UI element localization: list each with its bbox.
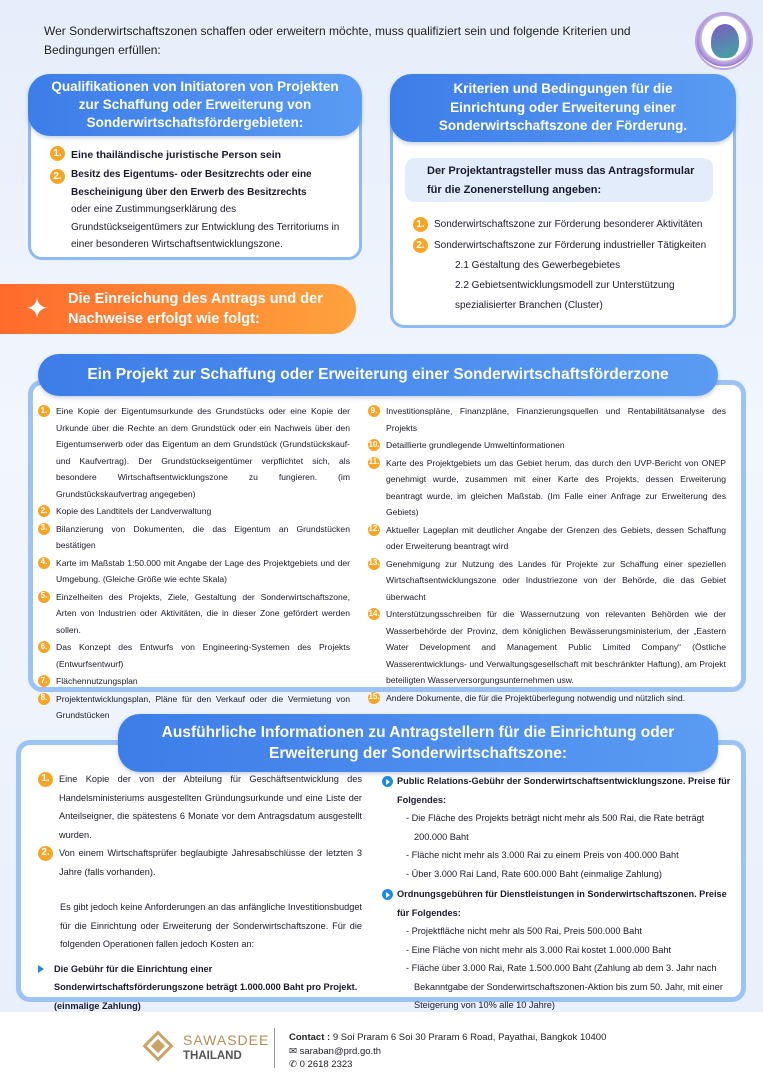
number-badge: 9. bbox=[368, 405, 380, 417]
contact-email: ✉ saraban@prd.go.th bbox=[289, 1046, 382, 1057]
prd-logo bbox=[695, 12, 753, 70]
qual-item-1: 1. Eine thailändische juristische Person sein bbox=[50, 146, 350, 165]
service-fee-title: Ordnungsgebühren für Dienstleistungen in Sonderwirtschaftszonen. Preise für Folgendes: bbox=[382, 885, 732, 922]
details-note: Es gibt jedoch keine Anforderungen an das anfängliche Investitionsbudget für die Einrichtung oder Erweiterung der Sonderwirtschaftszone. Für die folgenden Operationen fallen jedoch Kosten an: bbox=[60, 902, 362, 949]
details-item-1: 1. Eine Kopie der von der Abteilung für Geschäftsentwicklung des Handelsministeriums ausgestellten Gründungsurkunde und eine Liste der Anteilseigner, die spätestens 6 Monate vor dem Antragsdatum ausgestellt wurden. bbox=[38, 770, 362, 844]
details-fee: Die Gebühr für die Einrichtung einer Sonderwirtschaftsförderungszone beträgt 1.000.000 Baht pro Projekt. (einmalige Zahlung) bbox=[38, 960, 362, 1016]
play-circle-icon bbox=[382, 776, 393, 787]
project-item: 2. Kopie des Landtitels der Landverwaltung bbox=[38, 503, 350, 520]
arrow-icon bbox=[38, 965, 44, 973]
number-badge: 1. bbox=[38, 772, 53, 787]
project-item: 7. Flächennutzungsplan bbox=[38, 673, 350, 690]
qualifications-title: Qualifikationen von Initiatoren von Projekten zur Schaffung oder Erweiterung von Sonderwirtschaftsfördergebieten: bbox=[28, 74, 362, 136]
number-badge: 8. bbox=[38, 693, 50, 705]
number-badge: 11. bbox=[368, 457, 380, 469]
sawasdee-logo-icon bbox=[140, 1028, 176, 1064]
project-item: 10. Detaillierte grundlegende Umweltinformationen bbox=[368, 439, 565, 450]
details-left bbox=[38, 770, 362, 1015]
play-circle-icon bbox=[382, 889, 393, 900]
qualifications-list bbox=[50, 146, 350, 254]
number-badge: 14. bbox=[368, 608, 380, 620]
number-badge: 1. bbox=[50, 146, 65, 161]
project-list-right bbox=[368, 403, 726, 707]
criteria-subtitle: Der Projektantragsteller muss das Antragsformular für die Zonenerstellung angeben: bbox=[405, 158, 713, 202]
brand-name-2: THAILAND bbox=[183, 1050, 242, 1062]
project-item: 9. Investitionspläne, Finanzpläne, Finanzierungsquellen und Rentabilitätsanalyse des Projekts bbox=[368, 403, 726, 436]
fee-item: - Über 3.000 Rai Land, Rate 600.000 Baht (einmalige Zahlung) bbox=[406, 868, 662, 879]
number-badge: 7. bbox=[38, 675, 50, 687]
criteria-item-2: 2. Sonderwirtschaftszone zur Förderung industrieller Tätigkeiten bbox=[413, 236, 723, 256]
criteria-item-1: 1. Sonderwirtschaftszone zur Förderung besonderer Aktivitäten bbox=[413, 215, 723, 235]
criteria-sub-1: 2.1 Gestaltung des Gewerbegebietes bbox=[455, 260, 621, 271]
number-badge: 3. bbox=[38, 523, 50, 535]
contact-phone: ✆ 0 2618 2323 bbox=[289, 1059, 353, 1070]
number-badge: 2. bbox=[38, 505, 50, 517]
project-item: 3. Bilanzierung von Dokumenten, die das Eigentum an Grundstücken bestätigen bbox=[38, 521, 350, 554]
fee-item: - Die Fläche des Projekts beträgt nicht mehr als 500 Rai, die Rate beträgt 200.000 Baht bbox=[406, 813, 705, 842]
number-badge: 12. bbox=[368, 524, 380, 536]
pr-fee-list bbox=[382, 809, 732, 883]
project-item: 1. Eine Kopie der Eigentumsurkunde des Grundstücks oder eine Kopie der Urkunde über die Rechte an dem Grundstück oder ein Nachweis über den Eigentumserwerb oder das Eigentum an dem Grundstück (Grundstückskauf- und Kaufvertrag). Der Grundstückseigentümer verpflichtet sich, als besondere Wirtschaftsentwicklungszone zu fungieren. (im Grundstückskaufvertrag angegeben) bbox=[38, 403, 350, 502]
number-badge: 2. bbox=[413, 238, 428, 253]
project-item: 14. Unterstützungsschreiben für die Wassernutzung von relevanten Behörden wie der Wasserbehörde der Provinz, dem königlichen Bewässerungsministerium, der „Eastern Water Development and Management Public Limited Company“ (Östliche Wasserentwicklungs- und Verwaltungsgesellschaft mit beschränkter Haftung), am Projekt beteiligten Wasserversorgungsunternehmen usw. bbox=[368, 608, 726, 685]
details-title: Ausführliche Informationen zu Antragstellern für die Einrichtung oder Erweiterung der Sonderwirtschaftszone: bbox=[118, 714, 718, 772]
fee-item: - Projektfläche nicht mehr als 500 Rai, Preis 500.000 Baht bbox=[406, 926, 642, 936]
project-list-left bbox=[38, 403, 350, 725]
fee-item: - Eine Fläche von nicht mehr als 3.000 Rai kostet 1.000.000 Baht bbox=[406, 944, 672, 955]
number-badge: 2. bbox=[50, 169, 65, 184]
footer-divider bbox=[274, 1028, 275, 1068]
project-item: 8. Projektentwicklungsplan, Pläne für den Verkauf oder die Vermietung von Grundstücken bbox=[38, 691, 350, 724]
number-badge: 10. bbox=[368, 439, 380, 451]
fee-item: - Fläche über 3.000 Rai, Rate 1.500.000 Baht (Zahlung ab dem 3. Jahr nach Bekanntgabe der Sonderwirtschaftszonen-Aktion bis zum 50. Jahr, mit einer Steigerung von 10% alle 10 Jahre) bbox=[406, 963, 723, 1010]
fee-item: - Fläche nicht mehr als 3.000 Rai zu einem Preis von 400.000 Baht bbox=[406, 850, 679, 860]
project-item: 6. Das Konzept des Entwurfs von Engineering-Systemen des Projekts (Entwurfsentwurf) bbox=[38, 639, 350, 672]
project-item: 13. Genehmigung zur Nutzung des Landes für Projekte zur Schaffung einer speziellen Wirtschaftsentwicklungszone oder Industriezone von der Behörde, die das Gebiet überwacht bbox=[368, 558, 726, 602]
sparkle-icon: ✦ bbox=[25, 293, 49, 324]
contact-address: Contact : 9 Soi Praram 6 Soi 30 Praram 6 Road, Payathai, Bangkok 10400 bbox=[289, 1032, 607, 1043]
criteria-sub-2: 2.2 Gebietsentwicklungsmodell zur Unterstützung spezialisierter Branchen (Cluster) bbox=[455, 280, 675, 311]
project-item: 11. Karte des Projektgebiets um das Gebiet herum, das durch den UVP-Bericht von ONEP genehmigt wurde, zusammen mit einer Karte des Projekts, dessen Erweiterung beantragt wurde, im gleichen Maßstab. (Im Falle einer Anfrage zur Erweiterung des Gebiets) bbox=[368, 457, 726, 517]
project-title: Ein Projekt zur Schaffung oder Erweiterung einer Sonderwirtschaftsförderzone bbox=[38, 354, 718, 396]
project-item: 4. Karte im Maßstab 1:50.000 mit Angabe der Lage des Projektgebiets und der Umgebung. (Gleiche Größe wie echte Skala) bbox=[38, 555, 350, 588]
intro-text: Wer Sonderwirtschaftszonen schaffen oder erweitern möchte, muss qualifiziert sein und folgende Kriterien und Bedingungen erfüllen: bbox=[44, 24, 631, 57]
footer bbox=[0, 1012, 763, 1080]
number-badge: 15. bbox=[368, 692, 380, 704]
criteria-list bbox=[413, 215, 723, 316]
number-badge: 5. bbox=[38, 591, 50, 603]
mail-icon: ✉ bbox=[289, 1046, 297, 1057]
details-right bbox=[382, 772, 732, 1015]
project-item: 15. Andere Dokumente, die für die Projektüberlegung notwendig und nützlich sind. bbox=[368, 692, 686, 703]
brand-name-1: SAWASDEE bbox=[183, 1032, 270, 1048]
number-badge: 4. bbox=[38, 557, 50, 569]
pr-fee-title: Public Relations-Gebühr der Sonderwirtschaftsentwicklungszone. Preise für Folgendes: bbox=[382, 772, 732, 809]
number-badge: 6. bbox=[38, 641, 50, 653]
details-item-2: 2. Von einem Wirtschaftsprüfer beglaubigte Jahresabschlüsse der letzten 3 Jahre (falls vorhanden). bbox=[38, 844, 362, 881]
criteria-title: Kriterien und Bedingungen für die Einrichtung oder Erweiterung einer Sonderwirtschaftszone der Förderung. bbox=[390, 74, 736, 142]
service-fee-list bbox=[382, 922, 732, 1015]
submission-banner: ✦ Die Einreichung des Antrags und der Nachweise erfolgt wie folgt: bbox=[0, 284, 356, 334]
number-badge: 1. bbox=[413, 217, 428, 232]
number-badge: 13. bbox=[368, 558, 380, 570]
qual-item-2: 2. Besitz des Eigentums- oder Besitzrechts oder eine Bescheinigung über den Erwerb des Besitzrechts oder eine Zustimmungserklärung des Grundstückseigentümers zur Entwicklung des Territoriums in einer besonderen Wirtschaftsentwicklungszone. bbox=[50, 166, 350, 254]
phone-icon: ✆ bbox=[289, 1059, 297, 1070]
number-badge: 1. bbox=[38, 405, 50, 417]
project-item: 12. Aktueller Lageplan mit deutlicher Angabe der Grenzen des Gebiets, dessen Schaffung oder Erweiterung beantragt wird bbox=[368, 524, 726, 551]
project-item: 5. Einzelheiten des Projekts, Ziele, Gestaltung der Sonderwirtschaftszone, Arten von Industrien oder Aktivitäten, die in dieser Zone gefördert werden sollen. bbox=[38, 589, 350, 639]
number-badge: 2. bbox=[38, 846, 53, 861]
